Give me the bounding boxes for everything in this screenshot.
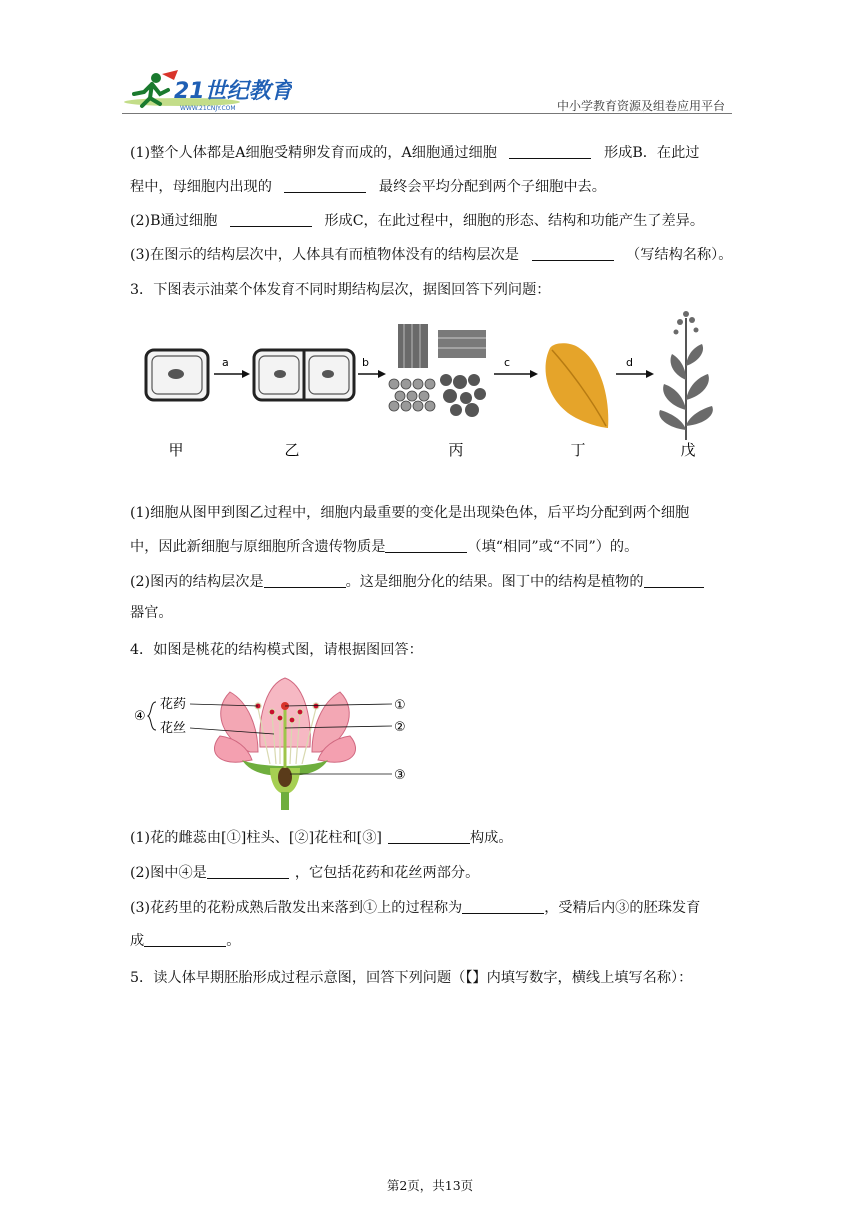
two-cells-illustration: [254, 350, 354, 400]
q4-part3-line2: 成 。: [130, 933, 241, 949]
answer-blank[interactable]: [532, 245, 614, 261]
q3-part1-line1: (1)细胞从图甲到图乙过程中，细胞内最重要的变化是出现染色体，后平均分配到两个细胞: [130, 505, 690, 521]
answer-blank[interactable]: [644, 572, 704, 588]
arrow-label-b: b: [362, 356, 369, 369]
site-logo: [122, 68, 292, 114]
answer-blank[interactable]: [230, 211, 312, 227]
q5-title: 5．读人体早期胚胎形成过程示意图，回答下列问题（【】内填写数字，横线上填写名称）：: [130, 970, 693, 986]
arrow-label-d: d: [626, 356, 633, 369]
answer-blank[interactable]: [264, 572, 346, 588]
logo-text: 21世纪教育: [174, 79, 292, 104]
arrow-label-c: c: [504, 356, 511, 369]
q4-part2: (2)图中④是 ，它包括花药和花丝两部分。: [130, 865, 480, 881]
logo-url: WWW.21CNJY.COM: [180, 105, 236, 112]
label-filament: 花丝: [160, 721, 187, 736]
q2-part3: (3)在图示的结构层次中，人体具有而植物体没有的结构层次是 （写结构名称）。: [130, 247, 733, 263]
rapeseed-plant-illustration: [659, 311, 713, 440]
label-wu: 戊: [680, 441, 696, 459]
answer-blank[interactable]: [388, 828, 470, 844]
label-ding: 丁: [570, 441, 586, 459]
q3-part1-line2: 中，因此新细胞与原细胞所含遗传物质是 （填“相同”或“不同”）的。: [130, 539, 639, 555]
q2-part2: (2)B通过细胞 形成C，在此过程中，细胞的形态、结构和功能产生了差异。: [130, 213, 705, 229]
q3-part2-line1: (2)图丙的结构层次是 。这是细胞分化的结果。图丁中的结构是植物的: [130, 571, 704, 593]
answer-blank[interactable]: [284, 177, 366, 193]
q4-part1: (1)花的雌蕊由[①]柱头、[②]花柱和[③] 构成。: [130, 830, 513, 846]
single-cell-illustration: [146, 350, 208, 400]
tissues-illustration: [389, 324, 486, 417]
q2-part1-line1: (1)整个人体都是A细胞受精卵发育而成的，A细胞通过细胞 形成B．在此过: [130, 145, 700, 161]
peach-flower-figure: [130, 672, 420, 812]
leaf-illustration: [546, 343, 609, 428]
answer-blank[interactable]: [207, 863, 289, 879]
label-anther: 花药: [160, 697, 187, 712]
rapeseed-development-figure: [140, 310, 730, 460]
arrow-label-a: a: [222, 356, 229, 369]
q2-part1-line2: 程中，母细胞内出现的 最终会平均分配到两个子细胞中去。: [130, 179, 606, 195]
q3-part2-line2: 器官。: [130, 605, 173, 621]
answer-blank[interactable]: [144, 931, 226, 947]
page-number: 第2页，共13页: [386, 1178, 474, 1193]
label-3: ③: [394, 768, 406, 783]
q4-part3-line1: (3)花药里的花粉成熟后散发出来落到①上的过程称为 ，受精后内③的胚珠发育: [130, 900, 701, 916]
answer-blank[interactable]: [462, 898, 544, 914]
label-bing: 丙: [448, 441, 464, 459]
q4-title: 4．如图是桃花的结构模式图，请根据图回答：: [130, 642, 423, 658]
label-jia: 甲: [168, 441, 184, 459]
answer-blank[interactable]: [385, 537, 467, 553]
answer-blank[interactable]: [509, 143, 591, 159]
label-4: ④: [134, 709, 146, 724]
platform-name: 中小学教育资源及组卷应用平台: [556, 99, 725, 113]
label-2: ②: [394, 720, 406, 735]
header-divider: [122, 113, 732, 114]
label-1: ①: [394, 698, 406, 713]
q3-title: 3．下图表示油菜个体发育不同时期结构层次，据图回答下列问题：: [130, 282, 551, 298]
label-yi: 乙: [284, 441, 300, 459]
